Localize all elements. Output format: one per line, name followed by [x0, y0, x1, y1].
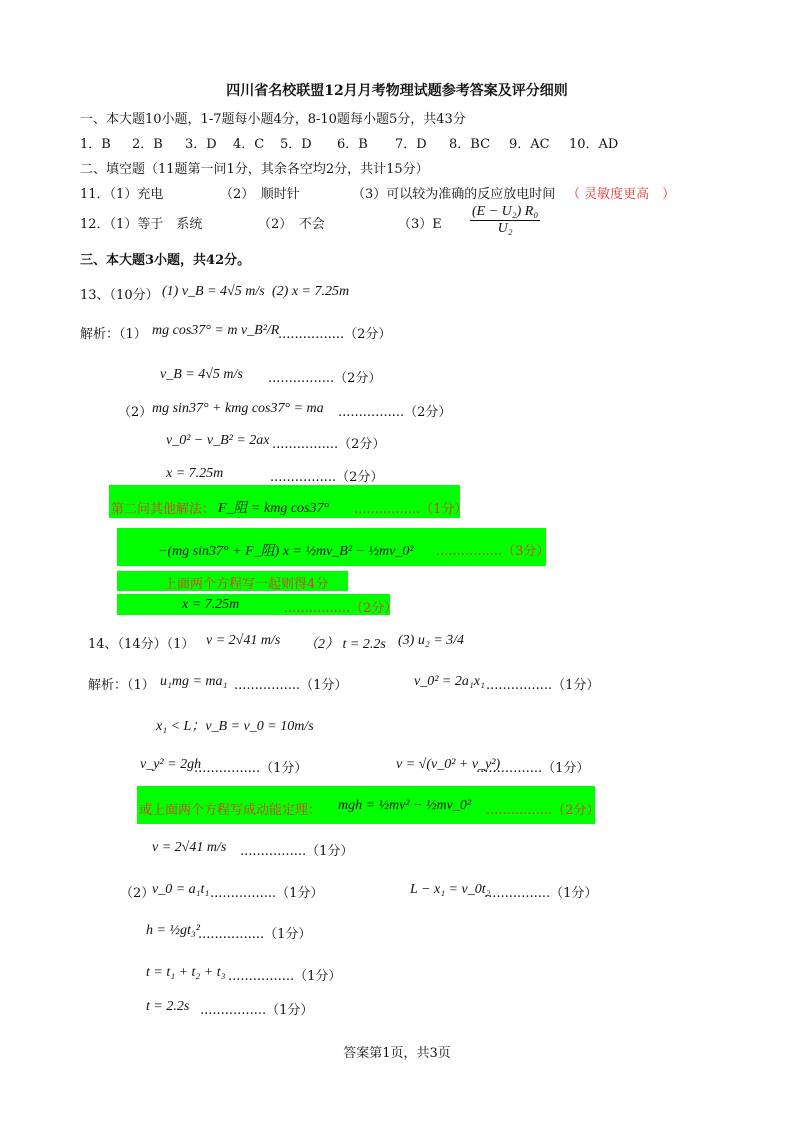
- q14-eq9: h = ½gt₃²: [146, 923, 200, 938]
- q13-score5: ................（2分）: [270, 470, 384, 485]
- q14-alt-eq: mgh = ½mv² − ½mv_0²: [338, 798, 472, 813]
- q12-part2: （2） 不会: [258, 217, 325, 232]
- section1-heading: 一、本大题10小题，1-7题每小题4分，8-10题每小题5分，共43分: [80, 112, 466, 127]
- q14-score1: ................（1分）: [234, 678, 348, 693]
- q13-part2-label: （2）: [118, 405, 153, 420]
- q11-part1: 11．（1）充电: [80, 187, 164, 202]
- q13-alt-score2: ................（3分）: [436, 544, 550, 559]
- q14-score8: ................（1分）: [484, 886, 598, 901]
- section2-heading: 二、填空题（11题第一问1分，其余各空均2分，共计15分）: [80, 162, 429, 177]
- q14-eq5: v = √(v_0² + v_y²): [396, 757, 501, 772]
- q12-frac-num: (E − U₂) R₀: [470, 204, 540, 221]
- q14-eq4: v_y² = 2gh: [140, 757, 202, 772]
- q14-score2: ................（1分）: [486, 678, 600, 693]
- q14-eq7: v_0 = a₁t₁: [152, 882, 210, 897]
- answer-item: 5．D: [280, 137, 312, 152]
- q13-score2: ................（2分）: [268, 371, 382, 386]
- q14-eq6: v = 2√41 m/s: [152, 840, 227, 855]
- q11-part3: （3）可以较为准确的反应放电时间: [352, 187, 556, 202]
- q14-eq10: t = t₁ + t₂ + t₃: [146, 965, 226, 980]
- answer-item: 7．D: [395, 137, 427, 152]
- q13-eq5: x = 7.25m: [166, 466, 224, 481]
- q14-score4: ................（1分）: [194, 761, 308, 776]
- q12-part3: （3）E: [398, 217, 442, 232]
- q13-score1: ................（2分）: [278, 327, 392, 342]
- q12-frac-den: U₂: [497, 221, 513, 237]
- q14-score5: ................（1分）: [476, 761, 590, 776]
- q13-alt-score4: ................（2分）: [284, 601, 398, 616]
- q13-alt-score1: ................（1分）: [354, 502, 468, 517]
- answer-item: 1．B: [80, 137, 111, 152]
- q13-eq3: mg sin37° + kmg cos37° = ma: [152, 401, 324, 416]
- q13-eq1: mg cos37° = m v_B²/R: [152, 323, 280, 338]
- q13-score4: ................（2分）: [272, 437, 386, 452]
- q11-part2: （2） 顺时针: [220, 187, 300, 202]
- q14-eq1: u₁mg = ma₁: [160, 674, 228, 689]
- q13-eq2: v_B = 4√5 m/s: [160, 367, 243, 382]
- q14-score10: ................（1分）: [228, 969, 342, 984]
- q14-score11: ................（1分）: [200, 1003, 314, 1018]
- q11-note: （ 灵敏度更高 ）: [567, 187, 676, 202]
- q14-header-p1: v = 2√41 m/s: [206, 633, 281, 648]
- q14-header-label: 14、（14分）（1）: [88, 637, 195, 652]
- answer-item: 9．AC: [509, 137, 550, 152]
- page-footer: 答案第1页，共3页: [343, 1046, 451, 1061]
- q13-alt-note: 上面两个方程写一起则得4分: [164, 577, 329, 592]
- section3-heading: 三、本大题3小题，共42分。: [80, 253, 251, 268]
- answer-item: 3．D: [185, 137, 217, 152]
- answer-item: 6．B: [337, 137, 368, 152]
- q13-alt-label: 第二问其他解法：: [111, 502, 216, 517]
- q12-fraction: [470, 204, 540, 237]
- q13-header-p2: (2) x = 7.25m: [272, 284, 350, 299]
- q13-header-p1: (1) v_B = 4√5 m/s: [162, 284, 265, 299]
- answer-item: 8．BC: [449, 137, 491, 152]
- q12-part1: 12．（1）等于 系统: [80, 217, 203, 232]
- q14-score7: ................（1分）: [210, 886, 324, 901]
- q13-alt-eq1: F_阻 = kmg cos37°: [218, 501, 330, 516]
- q14-score6: ................（1分）: [240, 844, 354, 859]
- q14-eq2: v_0² = 2a₁x₁: [414, 674, 485, 689]
- q13-alt-eq4: x = 7.25m: [182, 597, 240, 612]
- q14-eq11: t = 2.2s: [146, 999, 190, 1014]
- answer-item: 10．AD: [569, 137, 619, 152]
- q14-alt-score: ................（2分）: [486, 803, 600, 818]
- q14-eq3: x₁ < L；v_B = v_0 = 10m/s: [156, 719, 314, 734]
- q13-analysis-label: 解析：（1）: [80, 327, 147, 342]
- q13-header-label: 13、（10分）: [80, 288, 159, 303]
- q14-score9: ................（1分）: [198, 927, 312, 942]
- page-title: 四川省名校联盟12月月考物理试题参考答案及评分细则: [226, 83, 568, 99]
- answer-item: 2．B: [132, 137, 163, 152]
- q14-part2-label: （2）: [120, 886, 155, 901]
- q13-eq4: v_0² − v_B² = 2ax: [166, 433, 270, 448]
- q13-score3: ................（2分）: [338, 405, 452, 420]
- q14-alt-label: 或上面两个方程写成动能定理：: [139, 803, 322, 818]
- q14-analysis-label: 解析：（1）: [88, 678, 155, 693]
- answer-item: 4．C: [233, 137, 265, 152]
- q13-alt-eq2: −(mg sin37° + F_阻) x = ½mv_B² − ½mv_0²: [158, 544, 414, 559]
- q14-header-p2: （2） t = 2.2s: [304, 637, 386, 652]
- q14-eq8: L − x₁ = v_0t₂: [410, 882, 491, 897]
- q14-header-p3: (3) u₂ = 3/4: [398, 633, 465, 648]
